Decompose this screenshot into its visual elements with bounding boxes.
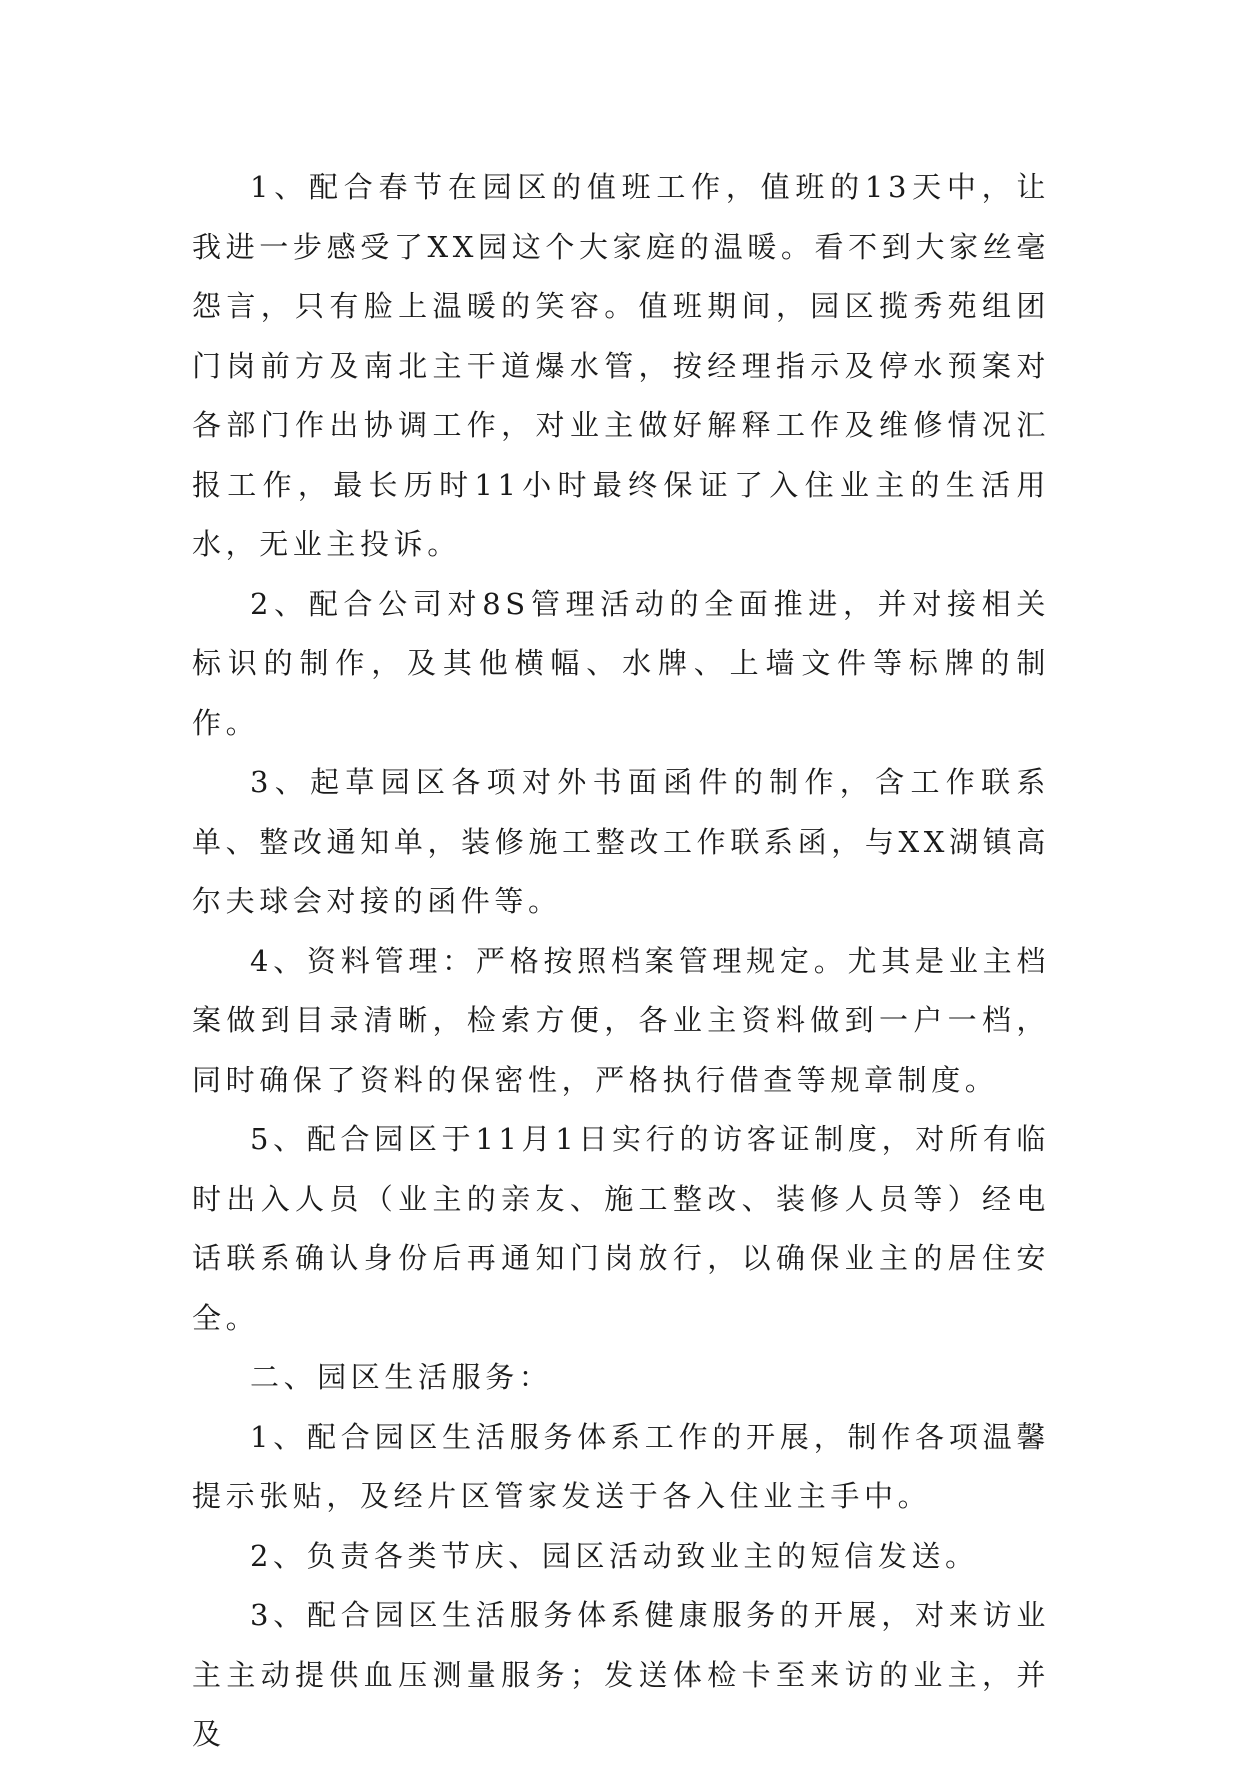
paragraph-duty-work: 1、配合春节在园区的值班工作，值班的13天中，让我进一步感受了XX园这个大家庭的温暖。看不到大家丝毫怨言，只有脸上温暖的笑容。值班期间，园区揽秀苑组团门岗前方及南北主干道爆水管，按经理指示及停水预案对各部门作出协调工作，对业主做好解释工作及维修情况汇报工作，最长历时11小时最终保证了入住业主的生活用水，无业主投诉。 (192, 170, 1050, 561)
paragraph-visitor-pass: 5、配合园区于11月1日实行的访客证制度，对所有临时出入人员（业主的亲友、施工整改、装修人员等）经电话联系确认身份后再通知门岗放行，以确保业主的居住安全。 (192, 1122, 1050, 1335)
paragraph-8s-management: 2、配合公司对8S管理活动的全面推进，并对接相关标识的制作，及其他横幅、水牌、上墙文件等标牌的制作。 (192, 586, 1050, 740)
paragraph-records-management: 4、资料管理：严格按照档案管理规定。尤其是业主档案做到目录清晰，检索方便，各业主资料做到一户一档，同时确保了资料的保密性，严格执行借查等规章制度。 (192, 943, 1050, 1097)
paragraph-external-letters: 3、起草园区各项对外书面函件的制作，含工作联系单、整改通知单，装修施工整改工作联系函，与XX湖镇高尔夫球会对接的函件等。 (192, 765, 1050, 918)
document-body (192, 158, 1050, 1765)
section-heading-life-services: 二、园区生活服务： (250, 1360, 553, 1394)
paragraph-reminders: 1、配合园区生活服务体系工作的开展，制作各项温馨提示张贴，及经片区管家发送于各入住业主手中。 (192, 1419, 1050, 1513)
paragraph-sms: 2、负责各类节庆、园区活动致业主的短信发送。 (250, 1538, 979, 1573)
paragraph-health-services: 3、配合园区生活服务体系健康服务的开展，对来访业主主动提供血压测量服务；发送体检卡至来访的业主，并及 (192, 1598, 1050, 1751)
